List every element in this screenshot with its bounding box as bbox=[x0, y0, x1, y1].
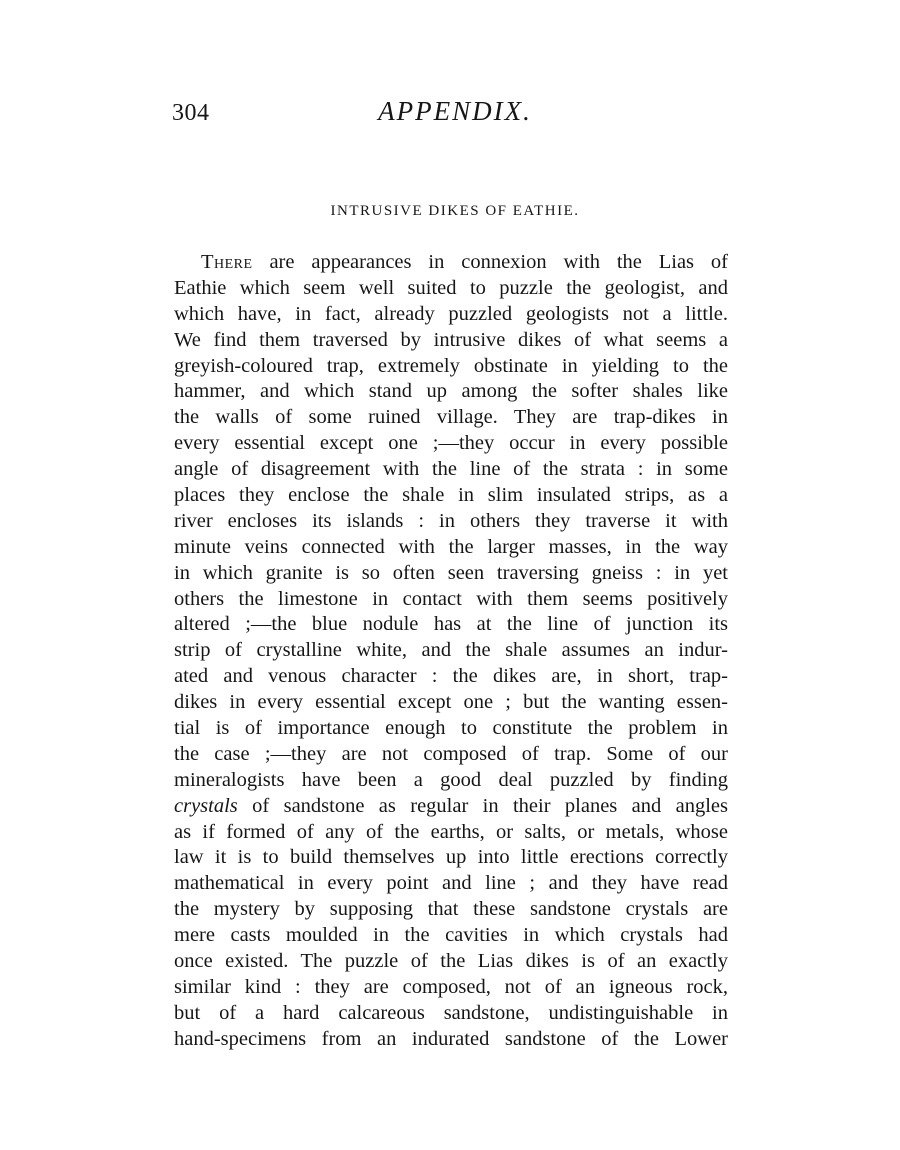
text-line-rest: are appearances in connexion with the Lias of bbox=[252, 251, 728, 273]
text-line: similar kind : they are composed, not of an igneous rock, bbox=[174, 975, 728, 998]
text-line-rest: of sandstone as regular in their planes and angles bbox=[237, 794, 728, 817]
text-line: river encloses its islands : in others they traverse it with bbox=[174, 509, 728, 532]
text-line: in which granite is so often seen traversing gneiss : in yet bbox=[174, 561, 728, 584]
text-line: places they enclose the shale in slim insulated strips, as a bbox=[174, 484, 728, 507]
text-line: hammer, and which stand up among the softer shales like bbox=[174, 380, 728, 403]
text-line: mere casts moulded in the cavities in which crystals had bbox=[174, 924, 728, 947]
text-line: others the limestone in contact with them seems positively bbox=[174, 587, 728, 610]
text-line: altered ;—the blue nodule has at the line of junction its bbox=[174, 613, 728, 636]
text-line: once existed. The puzzle of the Lias dikes is of an exactly bbox=[174, 950, 728, 973]
text-line: every essential except one ;—they occur in every possible bbox=[174, 432, 728, 455]
section-title: INTRUSIVE DIKES OF EATHIE. bbox=[330, 203, 580, 219]
text-line: strip of crystalline white, and the shale assumes an indur- bbox=[174, 639, 728, 662]
text-line: ated and venous character : the dikes are, in short, trap- bbox=[174, 665, 728, 688]
italic-word: crystals bbox=[174, 794, 238, 817]
text-line: Eathie which seem well suited to puzzle the geologist, and bbox=[174, 276, 728, 299]
page-number: 304 bbox=[172, 100, 210, 126]
text-line: minute veins connected with the larger masses, in the way bbox=[174, 535, 728, 558]
text-line: greyish-coloured trap, extremely obstinate in yielding to the bbox=[174, 354, 728, 377]
text-line: the mystery by supposing that these sandstone crystals are bbox=[174, 898, 728, 921]
text-line: the case ;—they are not composed of trap. Some of our bbox=[174, 742, 728, 765]
drop-word: There bbox=[201, 251, 253, 273]
text-line: mineralogists have been a good deal puzzled by finding bbox=[174, 768, 728, 791]
text-line bbox=[174, 794, 728, 820]
text-line bbox=[174, 250, 728, 276]
text-line: law it is to build themselves up into little erections correctly bbox=[174, 846, 728, 869]
text-line: We find them traversed by intrusive dikes of what seems a bbox=[174, 328, 728, 351]
text-line: tial is of importance enough to constitute the problem in bbox=[174, 717, 728, 740]
text-line: hand-specimens from an indurated sandstone of the Lower bbox=[174, 1027, 728, 1050]
running-head: APPENDIX. bbox=[378, 96, 532, 126]
text-line: mathematical in every point and line ; and they have read bbox=[174, 872, 728, 895]
text-line: the walls of some ruined village. They are trap-dikes in bbox=[174, 406, 728, 429]
text-line: angle of disagreement with the line of the strata : in some bbox=[174, 458, 728, 481]
text-line: but of a hard calcareous sandstone, undistinguishable in bbox=[174, 1001, 728, 1024]
body-text bbox=[174, 250, 728, 1053]
text-line: dikes in every essential except one ; but the wanting essen- bbox=[174, 691, 728, 714]
text-line: as if formed of any of the earths, or salts, or metals, whose bbox=[174, 820, 728, 843]
text-line: which have, in fact, already puzzled geologists not a little. bbox=[174, 302, 728, 325]
